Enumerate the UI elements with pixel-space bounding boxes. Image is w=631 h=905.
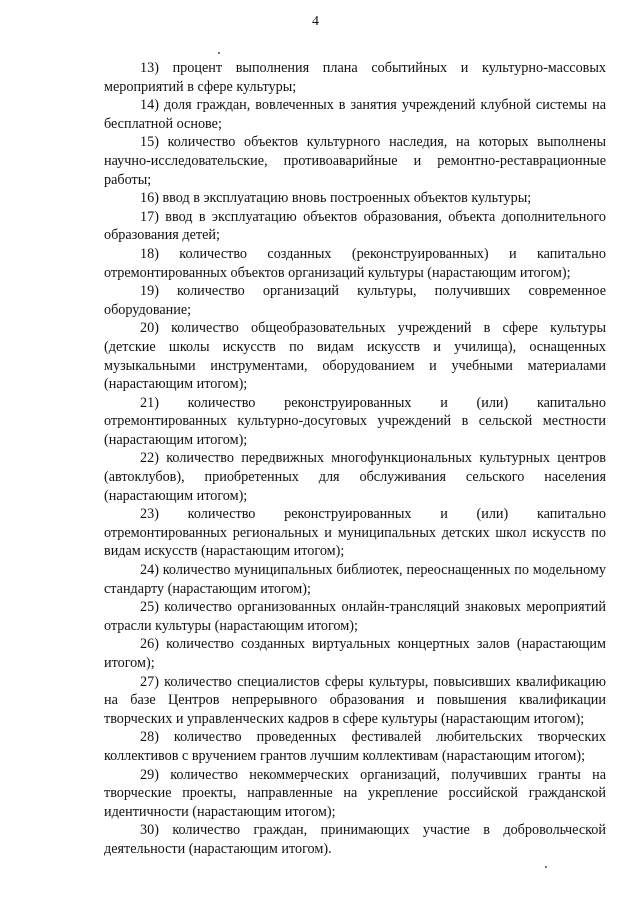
list-item: 16) ввод в эксплуатацию вновь построенных объектов культуры;	[140, 190, 532, 207]
scan-speck	[545, 866, 547, 868]
list-item: 15) количество объектов культурного наследия, на которых выполнены научно-исследовательские, противоаварийные и ремонтно-реставрационные работы;	[104, 134, 606, 188]
list-item: 21) количество реконструированных и (или) капитально отремонтированных культурно-досуговых учреждений в сельской местности (нарастающим итогом);	[104, 394, 606, 448]
list-item: 29) количество некоммерческих организаций, получивших гранты на творческие проекты, направленные на укрепление российской гражданской идентичности (нарастающим итогом);	[104, 766, 606, 820]
list-item: 17) ввод в эксплуатацию объектов образования, объекта дополнительного образования детей;	[104, 208, 606, 244]
list-item: 20) количество общеобразовательных учреждений в сфере культуры (детские школы искусств по видам искусств и училища), оснащенных музыкальными инструментами, оборудованием и учебными материалами (нарастающим итогом);	[104, 320, 606, 393]
list-item: 30) количество граждан, принимающих участие в добровольческой деятельности (нарастающим итогом).	[104, 822, 606, 857]
scan-speck	[218, 52, 220, 54]
list-item: 14) доля граждан, вовлеченных в занятия учреждений клубной системы на бесплатной основе;	[104, 97, 606, 132]
list-item: 19) количество организаций культуры, получивших современное оборудование;	[104, 283, 606, 318]
list-item: 26) количество созданных виртуальных концертных залов (нарастающим итогом);	[104, 636, 606, 671]
list-item: 28) количество проведенных фестивалей любительских творческих коллективов с вручением грантов лучшим коллективам (нарастающим итогом);	[104, 729, 606, 764]
list-item: 27) количество специалистов сферы культуры, повысивших квалификацию на базе Центров непрерывного образования и повышения квалификации творческих и управленческих кадров в сфере культуры (нарастающим итогом);	[104, 673, 606, 727]
list-item: 18) количество созданных (реконструированных) и капитально отремонтированных объектов организаций культуры (нарастающим итогом);	[104, 245, 606, 281]
list-item: 23) количество реконструированных и (или) капитально отремонтированных региональных и муниципальных детских школ искусств по видам искусств (нарастающим итогом);	[104, 506, 606, 560]
page-number: 4	[312, 14, 319, 29]
list-item: 24) количество муниципальных библиотек, переоснащенных по модельному стандарту (нарастающим итогом);	[104, 562, 606, 597]
list-item: 22) количество передвижных многофункциональных культурных центров (автоклубов), приобретенных для обслуживания сельского населения (нарастающим итогом);	[104, 450, 606, 504]
list-item: 25) количество организованных онлайн-трансляций знаковых мероприятий отрасли культуры (нарастающим итогом);	[104, 599, 606, 634]
list-item: 13) процент выполнения плана событийных и культурно-массовых мероприятий в сфере культуры;	[104, 60, 606, 95]
document-body	[104, 59, 606, 859]
